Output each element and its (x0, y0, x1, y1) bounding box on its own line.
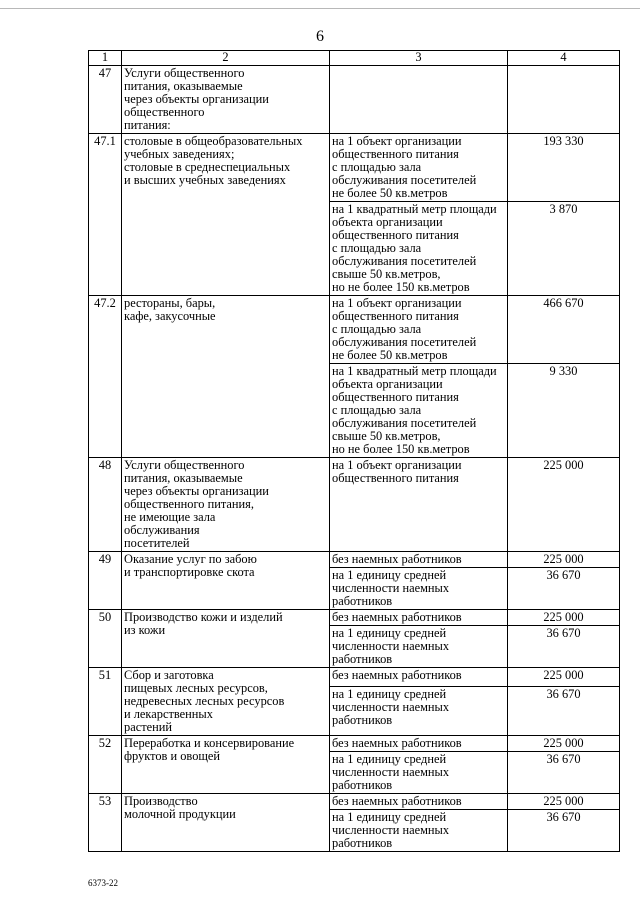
unit-text: без наемных работников (332, 736, 462, 750)
value-cell: 36 670 (508, 626, 620, 668)
unit-text: на 1 единицу средней численности наемных работников (332, 810, 450, 850)
service-text: столовые в общеобразовательных учебных заведениях; столовые в среднеспециальных и высших учебных заведениях (124, 134, 303, 187)
value-cell (508, 66, 620, 134)
table-row (89, 610, 620, 626)
service-description (122, 134, 330, 296)
table-header-row (89, 51, 620, 66)
unit-text: на 1 объект организации общественного питания (332, 458, 462, 485)
service-description (122, 552, 330, 610)
value-cell: 225 000 (508, 552, 620, 568)
unit-cell (330, 610, 508, 626)
table-row (89, 794, 620, 810)
header-cell-1: 1 (89, 51, 122, 66)
unit-text: на 1 объект организации общественного питания с площадью зала обслуживания посетителей не более 50 кв.метров (332, 134, 477, 200)
service-text: Переработка и консервирование фруктов и овощей (124, 736, 295, 763)
unit-text: без наемных работников (332, 552, 462, 566)
table-row (89, 458, 620, 552)
item-number: 48 (89, 458, 122, 552)
value-cell: 225 000 (508, 668, 620, 687)
unit-text: без наемных работников (332, 794, 462, 808)
value-cell: 36 670 (508, 810, 620, 852)
service-description (122, 296, 330, 458)
unit-cell (330, 810, 508, 852)
unit-cell (330, 296, 508, 364)
value-cell: 225 000 (508, 610, 620, 626)
table-row (89, 668, 620, 687)
service-description (122, 66, 330, 134)
value-cell: 3 870 (508, 202, 620, 296)
unit-cell (330, 202, 508, 296)
service-text: Услуги общественного питания, оказываемые через объекты организации общественного питания: (124, 66, 269, 132)
service-description (122, 736, 330, 794)
unit-cell (330, 752, 508, 794)
unit-text: на 1 единицу средней численности наемных работников (332, 568, 450, 608)
service-text: Производство молочной продукции (124, 794, 236, 821)
unit-cell (330, 66, 508, 134)
unit-text: на 1 квадратный метр площади объекта организации общественного питания с площадью зала обслуживания посетителей свыше 50 кв.метров, но не более 150 кв.метров (332, 202, 497, 294)
value-cell: 225 000 (508, 736, 620, 752)
item-number: 53 (89, 794, 122, 852)
value-cell: 225 000 (508, 458, 620, 552)
item-number: 47.2 (89, 296, 122, 458)
service-text: Производство кожи и изделий из кожи (124, 610, 283, 637)
service-description (122, 794, 330, 852)
unit-cell (330, 134, 508, 202)
service-description (122, 610, 330, 668)
service-description (122, 668, 330, 736)
value-cell: 466 670 (508, 296, 620, 364)
table-row (89, 296, 620, 364)
unit-text: без наемных работников (332, 668, 462, 682)
unit-text: на 1 квадратный метр площади объекта организации общественного питания с площадью зала обслуживания посетителей свыше 50 кв.метров, но не более 150 кв.метров (332, 364, 497, 456)
service-description (122, 458, 330, 552)
service-text: Оказание услуг по забою и транспортировке скота (124, 552, 257, 579)
unit-cell (330, 626, 508, 668)
value-cell: 36 670 (508, 752, 620, 794)
unit-text: на 1 единицу средней численности наемных работников (332, 686, 450, 727)
table-row (89, 552, 620, 568)
service-text: Услуги общественного питания, оказываемые через объекты организации общественного питания, не имеющие зала обслуживания посетителей (124, 458, 269, 550)
item-number: 51 (89, 668, 122, 736)
table-row (89, 736, 620, 752)
service-text: рестораны, бары, кафе, закусочные (124, 296, 216, 323)
table-row (89, 134, 620, 202)
table-row (89, 66, 620, 134)
unit-text: на 1 единицу средней численности наемных работников (332, 626, 450, 666)
header-cell-2: 2 (122, 51, 330, 66)
header-cell-4: 4 (508, 51, 620, 66)
unit-text: без наемных работников (332, 610, 462, 624)
unit-cell (330, 668, 508, 687)
value-cell: 9 330 (508, 364, 620, 458)
unit-cell (330, 794, 508, 810)
item-number: 52 (89, 736, 122, 794)
item-number: 47.1 (89, 134, 122, 296)
unit-text: на 1 объект организации общественного питания с площадью зала обслуживания посетителей не более 50 кв.метров (332, 296, 477, 362)
value-cell: 36 670 (508, 568, 620, 610)
top-scan-line (0, 8, 640, 9)
item-number: 50 (89, 610, 122, 668)
document-code: 6373-22 (88, 878, 118, 888)
unit-cell (330, 552, 508, 568)
unit-text: на 1 единицу средней численности наемных работников (332, 752, 450, 792)
value-cell: 225 000 (508, 794, 620, 810)
unit-cell (330, 458, 508, 552)
page-number: 6 (316, 28, 324, 45)
service-text: Сбор и заготовка пищевых лесных ресурсов, недревесных лесных ресурсов и лекарственных растений (124, 668, 285, 734)
item-number: 47 (89, 66, 122, 134)
header-cell-3: 3 (330, 51, 508, 66)
unit-cell (330, 686, 508, 735)
item-number: 49 (89, 552, 122, 610)
tariff-table (88, 50, 620, 852)
value-cell: 36 670 (508, 686, 620, 735)
unit-cell (330, 736, 508, 752)
unit-cell (330, 568, 508, 610)
unit-cell (330, 364, 508, 458)
value-cell: 193 330 (508, 134, 620, 202)
